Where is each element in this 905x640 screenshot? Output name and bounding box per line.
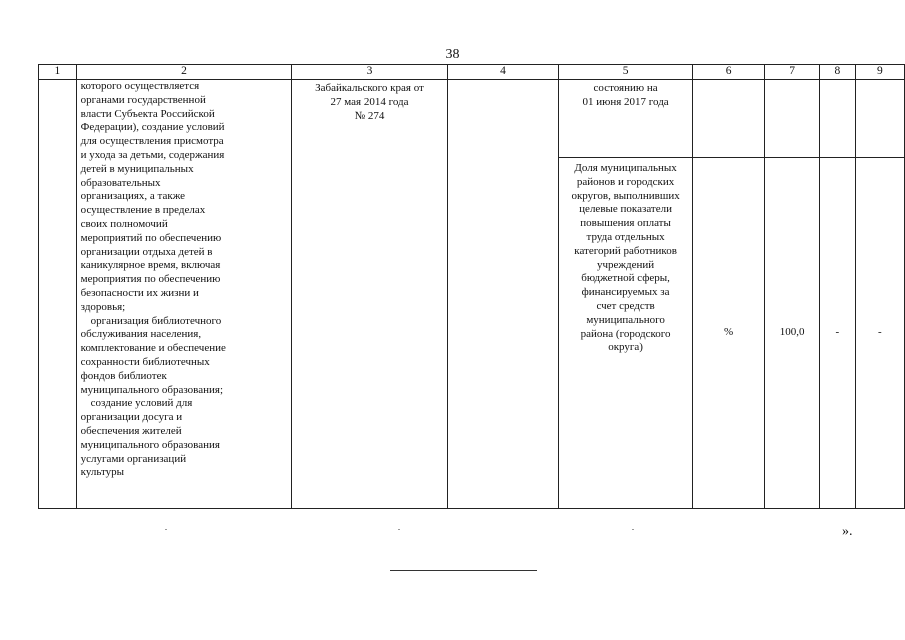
separator-line bbox=[390, 570, 537, 571]
indicator-line: бюджетной сферы, bbox=[581, 272, 670, 285]
description-line: для осуществления присмотра bbox=[80, 135, 224, 148]
description-line: обеспечения жителей bbox=[80, 424, 182, 437]
indicator-line: целевые показатели bbox=[579, 203, 672, 216]
legal-basis-line: 27 мая 2014 года bbox=[330, 95, 409, 108]
description-cell bbox=[76, 80, 292, 509]
column-header: 7 bbox=[765, 65, 820, 80]
indicator-line: Доля муниципальных bbox=[574, 162, 677, 174]
description-line: организация библиотечного bbox=[90, 314, 222, 327]
description-line: создание условий для bbox=[90, 397, 193, 410]
col8-cell-top bbox=[820, 80, 856, 158]
indicator-line: труда отдельных bbox=[586, 230, 665, 243]
description-line: образовательных bbox=[80, 176, 161, 189]
description-line: безопасности их жизни и bbox=[80, 286, 199, 299]
description-line: сохранности библиотечных bbox=[80, 355, 210, 368]
indicator-line: повышения оплаты bbox=[580, 217, 671, 230]
indicator-line: района (городского bbox=[580, 327, 671, 340]
indicator-continuation-line: 01 июня 2017 года bbox=[582, 95, 669, 108]
unit-cell-top bbox=[692, 80, 764, 158]
description-line: власти Субъекта Российской bbox=[80, 107, 215, 120]
scan-speck bbox=[632, 529, 634, 530]
indicator-line: финансируемых за bbox=[581, 286, 670, 299]
description-line: обслуживания населения, bbox=[80, 328, 202, 341]
column-header: 9 bbox=[855, 65, 904, 80]
description-line: комплектование и обеспечение bbox=[80, 342, 226, 355]
value-cell-top bbox=[765, 80, 820, 158]
value-cell: 100,0 bbox=[765, 158, 820, 509]
description-line: своих полномочий bbox=[80, 217, 168, 230]
description-line: услугами организаций bbox=[80, 452, 187, 465]
description-line: организации отдыха детей в bbox=[80, 245, 213, 258]
scan-speck bbox=[165, 529, 167, 530]
closing-quote-mark: ». bbox=[842, 524, 853, 539]
description-line: детей в муниципальных bbox=[80, 162, 194, 175]
indicator-continuation-line: состоянию на bbox=[593, 82, 658, 94]
column-header: 8 bbox=[820, 65, 856, 80]
page-number: 38 bbox=[445, 47, 460, 62]
column-header: 3 bbox=[292, 65, 447, 80]
column-number-row bbox=[39, 65, 905, 80]
description-line: здоровья; bbox=[80, 300, 126, 313]
description-line: фондов библиотек bbox=[80, 369, 167, 382]
description-line: мероприятия по обеспечению bbox=[80, 273, 221, 286]
description-line: организации досуга и bbox=[80, 411, 183, 424]
col9-value-cell: - bbox=[855, 158, 904, 509]
indicator-continuation-cell bbox=[559, 80, 693, 158]
column-header: 5 bbox=[559, 65, 693, 80]
indicator-line: округов, выполнивших bbox=[571, 189, 680, 202]
col4-cell bbox=[447, 80, 559, 509]
description-line: осуществление в пределах bbox=[80, 204, 206, 217]
unit-cell: % bbox=[692, 158, 764, 509]
indicator-line: категорий работников bbox=[574, 244, 677, 257]
legal-basis-cell bbox=[292, 80, 447, 509]
description-line: муниципального образования; bbox=[80, 383, 224, 396]
column-header: 6 bbox=[692, 65, 764, 80]
indicator-table bbox=[38, 64, 905, 509]
indicator-line: районов и городских bbox=[576, 175, 675, 188]
scan-speck bbox=[398, 529, 400, 530]
indicator-cell bbox=[559, 158, 693, 509]
description-line: муниципального образования bbox=[80, 438, 220, 451]
description-line: культуры bbox=[80, 466, 125, 479]
description-line: мероприятий по обеспечению bbox=[80, 231, 222, 244]
description-line: организациях, а также bbox=[80, 190, 186, 203]
legal-basis-line: № 274 bbox=[354, 109, 385, 122]
col9-cell-top bbox=[855, 80, 904, 158]
description-line: которого осуществляется bbox=[80, 80, 200, 92]
indicator-line: округа) bbox=[608, 341, 643, 354]
col1-cell bbox=[39, 80, 77, 509]
indicator-line: учреждений bbox=[597, 258, 655, 271]
indicator-line: счет средств bbox=[596, 299, 655, 312]
description-line: и ухода за детьми, содержания bbox=[80, 148, 225, 161]
legal-basis-line: Забайкальского края от bbox=[315, 82, 424, 94]
col8-value-cell: - bbox=[820, 158, 856, 509]
column-header: 1 bbox=[39, 65, 77, 80]
description-line: органами государственной bbox=[80, 93, 206, 106]
column-header: 4 bbox=[447, 65, 559, 80]
indicator-line: муниципального bbox=[586, 313, 665, 326]
description-line: Федерации), создание условий bbox=[80, 121, 225, 134]
description-line: каникулярное время, включая bbox=[80, 259, 221, 272]
column-header: 2 bbox=[76, 65, 292, 80]
